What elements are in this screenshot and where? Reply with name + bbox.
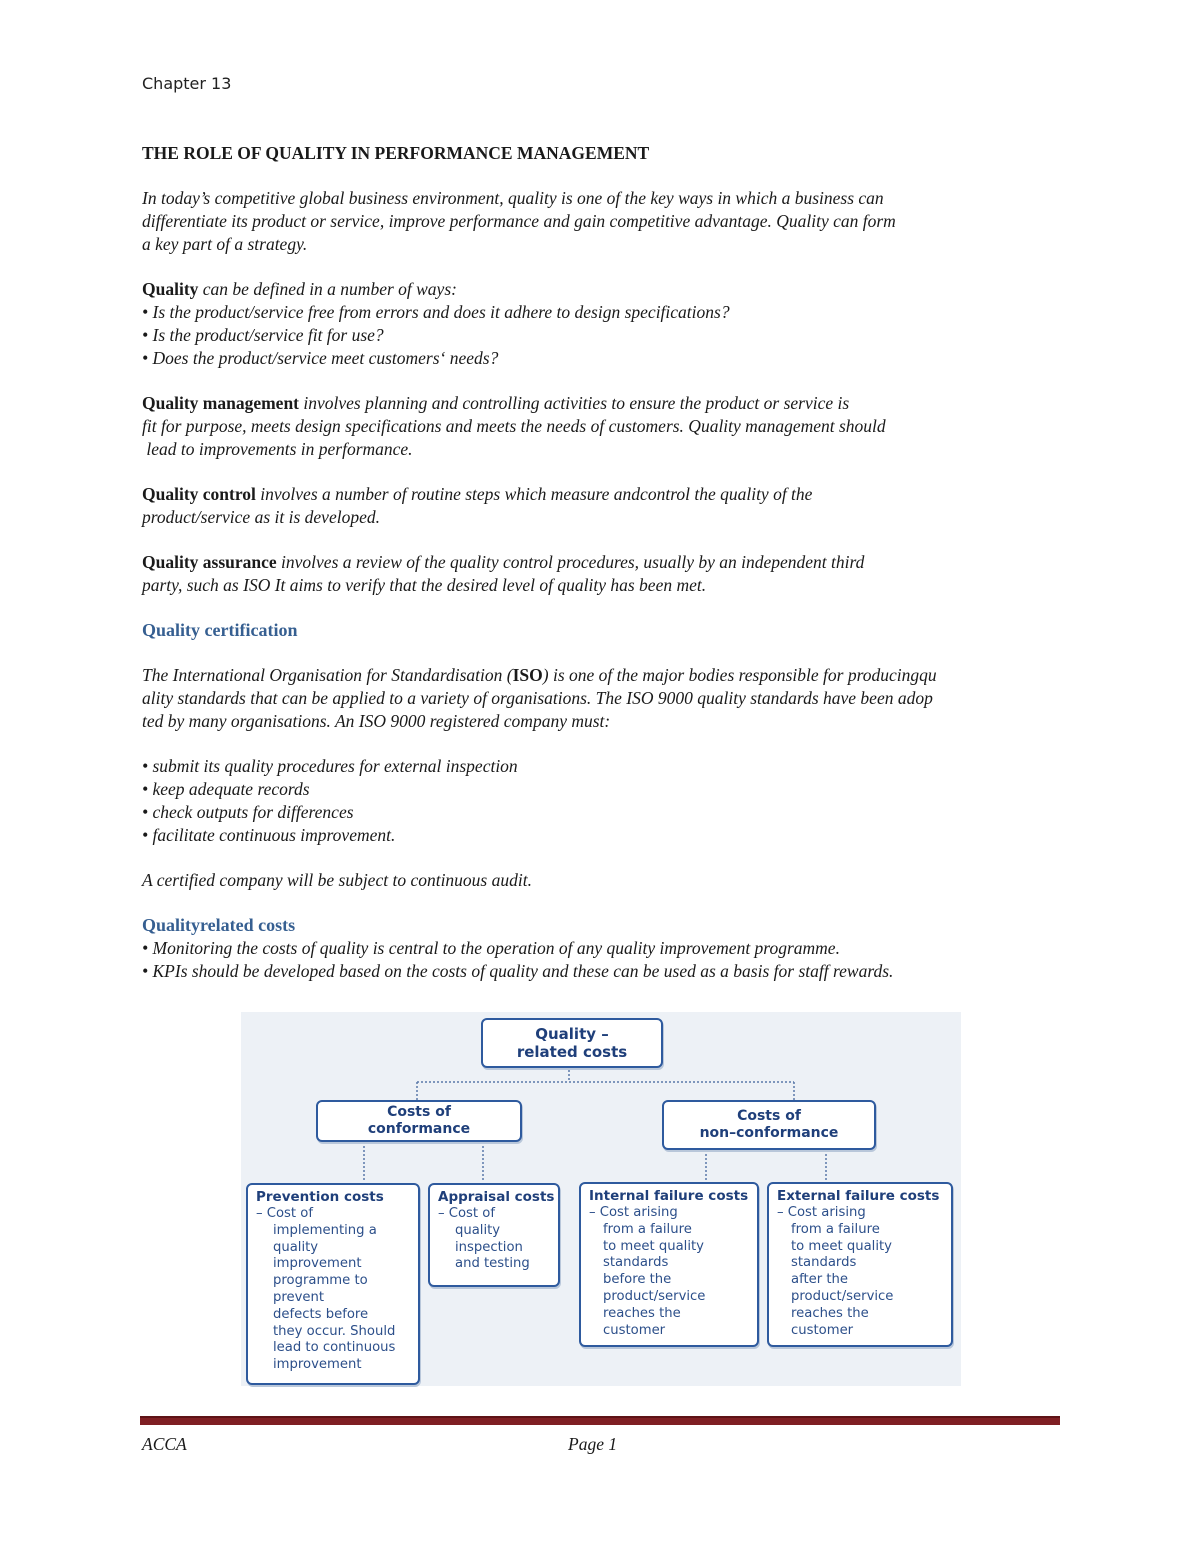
desc-line: – Cost of (438, 1206, 496, 1221)
desc-line: implementing a (273, 1222, 377, 1238)
prevention-costs-description (248, 1206, 418, 1374)
desc-line: – Cost arising (777, 1205, 866, 1220)
chapter-label: Chapter 13 (142, 74, 232, 93)
quality-term: Quality (142, 279, 199, 299)
quality-bullet: • Is the product/service fit for use? (142, 325, 384, 345)
external-failure-costs-title: External failure costs (777, 1188, 940, 1204)
related-costs-list (142, 937, 1062, 983)
qc-line: involves a number of routine steps which measure andcontrol the quality of the (255, 484, 813, 504)
prevention-costs-title: Prevention costs (256, 1189, 384, 1205)
qc-line: product/service as it is developed. (142, 507, 380, 527)
document-body (142, 142, 1062, 983)
qm-line: lead to improvements in performance. (142, 439, 413, 459)
iso-requirement: • submit its quality procedures for external inspection (142, 756, 518, 776)
iso-requirement: • keep adequate records (142, 779, 310, 799)
desc-line: programme to (273, 1273, 368, 1289)
desc-line: customer (791, 1322, 854, 1338)
intro-line: In today’s competitive global business environment, quality is one of the key ways in which a business can (142, 188, 884, 208)
desc-line: after the (791, 1272, 849, 1288)
iso-pre: The International Organisation for Standardisation ( (142, 665, 513, 685)
iso-requirements-list (142, 755, 1062, 847)
intro-line: a key part of a strategy. (142, 234, 308, 254)
desc-line: product/service (791, 1288, 894, 1304)
desc-line: standards (791, 1255, 857, 1271)
related-costs-heading: Qualityrelated costs (142, 915, 296, 935)
root-box-quality-related-costs (481, 1018, 663, 1068)
costs-of-non-conformance-box (662, 1100, 876, 1150)
qm-line: fit for purpose, meets design specifications and meets the needs of customers. Quality management should (142, 416, 886, 436)
quality-management-paragraph (142, 392, 1062, 461)
appraisal-costs-description (430, 1206, 558, 1273)
desc-line: customer (603, 1322, 666, 1338)
external-failure-costs-description (769, 1205, 951, 1339)
desc-line: to meet quality (603, 1238, 704, 1254)
footer-acca: ACCA (142, 1434, 187, 1454)
quality-bullet: • Does the product/service meet customers‘ needs? (142, 348, 499, 368)
iso-line: ted by many organisations. An ISO 9000 registered company must: (142, 711, 611, 731)
desc-line: improvement (273, 1357, 362, 1373)
intro-line: differentiate its product or service, improve performance and gain competitive advantage. Quality can form (142, 211, 896, 231)
iso-post: ) is one of the major bodies responsible for producingqu (542, 665, 937, 685)
quality-costs-diagram (241, 1012, 961, 1386)
quality-definition (142, 278, 1062, 370)
desc-line: they occur. Should (273, 1323, 396, 1339)
audit-note: A certified company will be subject to continuous audit. (142, 870, 532, 890)
desc-line: product/service (603, 1288, 706, 1304)
desc-line: from a failure (791, 1221, 880, 1237)
desc-line: to meet quality (791, 1238, 892, 1254)
iso-requirement: • check outputs for differences (142, 802, 354, 822)
root-label: Quality – (535, 1025, 609, 1043)
iso-paragraph (142, 664, 1062, 733)
qa-line: involves a review of the quality control procedures, usually by an independent third (276, 552, 865, 572)
quality-bullet: • Is the product/service free from errors and does it adhere to design specifications? (142, 302, 730, 322)
non-conformance-label: Costs of (737, 1108, 801, 1124)
quality-management-term: Quality management (142, 393, 300, 413)
footer-divider (140, 1416, 1060, 1425)
desc-line: prevent (273, 1289, 325, 1305)
quality-assurance-term: Quality assurance (142, 552, 277, 572)
desc-line: and testing (455, 1256, 530, 1272)
internal-failure-costs-box (579, 1182, 759, 1347)
quality-assurance-paragraph (142, 551, 1062, 597)
external-failure-costs-box (767, 1182, 953, 1347)
desc-line: improvement (273, 1256, 362, 1272)
intro-paragraph (142, 187, 1062, 256)
root-label: related costs (516, 1043, 628, 1061)
desc-line: – Cost arising (589, 1205, 678, 1220)
internal-failure-costs-description (581, 1205, 757, 1339)
desc-line: reaches the (791, 1305, 869, 1321)
conformance-label: conformance (367, 1121, 471, 1137)
related-costs-bullet: • KPIs should be developed based on the costs of quality and these can be used as a basis for staff rewards. (142, 961, 894, 981)
desc-line: quality (273, 1239, 319, 1255)
desc-line: before the (603, 1272, 672, 1288)
related-costs-bullet: • Monitoring the costs of quality is central to the operation of any quality improvement programme. (142, 938, 840, 958)
desc-line: lead to continuous (273, 1340, 396, 1356)
non-conformance-label: non–conformance (699, 1125, 839, 1141)
conformance-label: Costs of (387, 1104, 451, 1120)
internal-failure-costs-title: Internal failure costs (589, 1188, 749, 1204)
quality-lead: can be defined in a number of ways: (198, 279, 457, 299)
desc-line: inspection (455, 1239, 523, 1255)
prevention-costs-box (246, 1183, 420, 1385)
qm-line: involves planning and controlling activities to ensure the product or service is (299, 393, 850, 413)
costs-of-conformance-box (316, 1100, 522, 1142)
desc-line: quality (455, 1222, 501, 1238)
quality-certification-heading: Quality certification (142, 620, 298, 640)
quality-control-paragraph (142, 483, 1062, 529)
page-number: Page 1 (568, 1434, 618, 1454)
desc-line: standards (603, 1255, 669, 1271)
desc-line: from a failure (603, 1221, 692, 1237)
quality-control-term: Quality control (142, 484, 256, 504)
desc-line: defects before (273, 1306, 369, 1322)
desc-line: – Cost of (256, 1206, 314, 1221)
qa-line: party, such as ISO It aims to verify that the desired level of quality has been met. (142, 575, 707, 595)
appraisal-costs-box (428, 1183, 560, 1287)
iso-requirement: • facilitate continuous improvement. (142, 825, 396, 845)
desc-line: reaches the (603, 1305, 681, 1321)
iso-term: ISO (512, 665, 543, 685)
appraisal-costs-title: Appraisal costs (438, 1189, 555, 1205)
page-title: THE ROLE OF QUALITY IN PERFORMANCE MANAGEMENT (142, 143, 650, 163)
iso-line: ality standards that can be applied to a variety of organisations. The ISO 9000 quality standards have been adop (142, 688, 933, 708)
